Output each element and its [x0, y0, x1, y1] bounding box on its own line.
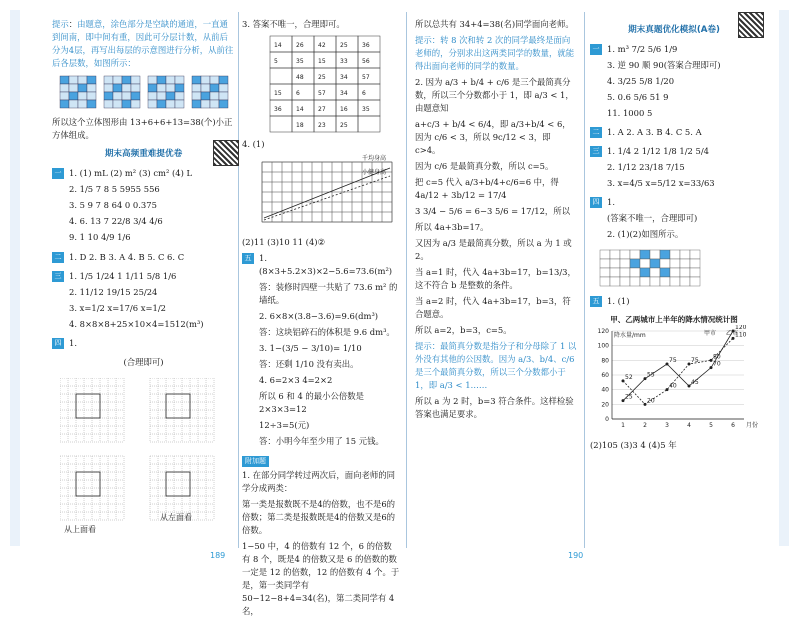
layer-cell — [78, 100, 87, 108]
legend-entry: 甲市 — [704, 330, 717, 338]
grid-number: 57 — [318, 90, 326, 98]
grid-number: 5 — [274, 58, 278, 66]
layer-cell — [87, 100, 96, 108]
layer-cell — [210, 84, 219, 92]
answer-line: 3. x=1/2 x=17/6 x=1/2 — [69, 302, 166, 313]
section-badge: 五 — [242, 253, 254, 264]
layer-cell — [175, 76, 184, 84]
section-badge: 三 — [52, 271, 64, 282]
layer-cell — [219, 92, 228, 100]
layer-cell — [113, 76, 122, 84]
answer-line: 9. 1 10 4/9 1/6 — [69, 232, 131, 243]
data-label: 45 — [691, 379, 699, 387]
section-badge: 二 — [590, 127, 602, 138]
layer-cell — [122, 100, 131, 108]
y-tick-label: 0 — [605, 416, 609, 424]
column-divider — [584, 12, 585, 548]
answer-line: 4. 8×8×8+25×10×4=1512(m³) — [69, 318, 204, 329]
layer-cell — [60, 92, 69, 100]
number-grid — [260, 34, 390, 134]
solution-line: 答：装修时四壁一共贴了 73.6 m² 的墙纸。 — [259, 282, 398, 306]
grid-number: 15 — [274, 90, 282, 98]
layer-cell — [104, 84, 113, 92]
grid-number: 35 — [362, 106, 370, 114]
answer-line: 3. 逆 90 顺 90(答案合理即可) — [607, 60, 721, 71]
data-label: 75 — [691, 357, 699, 365]
answer-line: 1. m³ 7/2 5/6 1/9 — [607, 44, 678, 55]
grid-number: 23 — [318, 122, 326, 130]
x-tick-label: 5 — [709, 422, 713, 430]
layer-cell — [166, 100, 175, 108]
x-tick-label: 1 — [621, 422, 625, 430]
answer-section — [52, 270, 235, 334]
grid-number: 25 — [318, 74, 326, 82]
q4-answer: (2)11 (3)10 11 (4)② — [242, 237, 326, 248]
solution-line: 提示：转 8 次和转 2 次的同学最终是面向老师的，分别求出这两类同学的数量，就能得出面向老师的同学的数量。 — [415, 35, 575, 72]
bonus-line: 1−50 中，4 的倍数有 12 个，6 的倍数有 8 个，既是4 的倍数又是 6 的倍数的数一定是 12 的倍数，12 的倍数有 4 个。于是，第一类同学有 50−12−8+4=34(名)，第二类同学有 4 名， — [242, 541, 400, 617]
grid-number: 16 — [340, 106, 348, 114]
answer-line: 2. 1/12 23/18 7/15 — [607, 162, 685, 173]
answer-line: 1. 1/4 2 1/12 1/8 1/2 5/4 — [607, 146, 710, 157]
layer-cell — [148, 92, 157, 100]
answer-line: (答案不唯一，合理即可) — [607, 213, 698, 224]
layer-cell — [175, 100, 184, 108]
answer-line: 1. D 2. B 3. A 4. B 5. C 6. C — [69, 251, 185, 262]
layer-cell — [113, 84, 122, 92]
section-badge: 四 — [590, 197, 602, 208]
answer-line: 2. 11/12 19/15 25/24 — [69, 286, 158, 297]
grid-number: 15 — [318, 58, 326, 66]
layer-cell — [104, 92, 113, 100]
solution-line: 所以 6 和 4 的最小公倍数是 2×3×3=12 — [259, 391, 365, 415]
answer-section — [52, 167, 235, 247]
answer-line: 4. 6. 13 7 22/8 3/4 4/6 — [69, 216, 163, 227]
page-number-right: 190 — [568, 551, 584, 560]
answer-line: 1. — [69, 337, 77, 348]
legend-entry: 乙市 — [726, 330, 739, 338]
section-badge: 三 — [590, 146, 602, 157]
q3-text: 3. 答案不唯一，合理即可。 — [242, 19, 345, 29]
layer-cell — [157, 76, 166, 84]
layer-cell — [131, 100, 140, 108]
grid-number: 25 — [340, 122, 348, 130]
layer-cell — [131, 92, 140, 100]
data-label: 80 — [713, 353, 721, 361]
answer-line: 4. 3/25 5/8 1/20 — [607, 76, 675, 87]
grid-number: 26 — [296, 42, 304, 50]
layer-cell — [157, 92, 166, 100]
grid-number: 35 — [296, 58, 304, 66]
views-drawing — [60, 378, 230, 528]
solution-line: 所以 4a+3b=17。 — [415, 222, 489, 233]
data-label: 70 — [713, 360, 721, 368]
answer-line: 11. 1000 5 — [607, 108, 653, 119]
solution-line: 答：还剩 1/10 没有卖出。 — [259, 359, 359, 370]
bonus-line: 第一类是报数既不是4的倍数，也不是6的倍数；第二类是报数既是4的倍数又是6的倍数。 — [242, 499, 396, 536]
layer-cell — [87, 92, 96, 100]
y-tick-label: 80 — [601, 357, 609, 365]
x-tick-label: 4 — [687, 422, 691, 430]
solution-line: 提示：最简真分数是指分子和分母除了 1 以外没有其他的公因数。因为 a/3、b/4、c/6 是三个最简真分数，所以三个分数都小于 1，即 a/3 < 1…… — [415, 341, 577, 391]
answer-section — [52, 251, 235, 267]
right-margin-strip — [779, 10, 789, 546]
data-label: 52 — [625, 374, 633, 382]
answer-line: 2. (1)(2)如图所示。 — [607, 229, 684, 240]
solution-line: 把 c=5 代入 a/3+b/4+c/6=6 中，得 4a/12 + 3b/12 = 17/4 — [415, 177, 559, 201]
x-tick-label: 2 — [643, 422, 647, 430]
layer-cell — [104, 76, 113, 84]
grid-number: 25 — [340, 42, 348, 50]
height-chart — [242, 154, 400, 232]
layer-cell — [60, 84, 69, 92]
solution-line: a+c/3 + b/4 < 6/4，即 a/3+b/4 < 6，因为 c/6 < 3，所以 9c/12 < 3，即 c>4。 — [415, 119, 571, 156]
layer-cell — [148, 84, 157, 92]
layer-cell — [131, 84, 140, 92]
grid-number: 27 — [318, 106, 326, 114]
answer-line: 2. 1/5 7 8 5 5955 556 — [69, 184, 160, 195]
layer-cell — [122, 84, 131, 92]
answer-line: 1. 1/5 1/24 1 1/11 5/8 1/6 — [69, 270, 177, 281]
rainfall-chart — [590, 325, 758, 435]
answer-line: 3. 5 9 7 8 64 0 0.375 — [69, 200, 157, 211]
solution-line: 2. 6×8×(3.8−3.6)=9.6(dm³) — [259, 311, 379, 322]
grid-number: 36 — [274, 106, 282, 114]
grid-number: 14 — [296, 106, 304, 114]
layer-cell — [148, 76, 157, 84]
solution-line: 答：小明今年至少用了 15 元钱。 — [259, 436, 384, 447]
data-label: 40 — [669, 382, 677, 390]
q4-text: 4. (1) — [242, 139, 265, 150]
layer-cell — [210, 92, 219, 100]
view-note: (合理即可) — [123, 356, 164, 367]
layer-cell — [78, 76, 87, 84]
layer-cell — [192, 84, 201, 92]
intro-result: 所以这个立体图形由 13+6+6+13=38(个)小正方体组成。 — [52, 117, 233, 141]
qr-code-icon — [738, 12, 764, 38]
hint-text: 由题意，涂色部分是空缺的通道，一直通到间南，即中间有重，因此可分层计数，从前后分为4层，再写出每层的示意图进行分析，从前往后各层数，如图所示： — [52, 19, 234, 69]
layer-cell — [78, 84, 87, 92]
banner-title-2: 期末真题优化模拟(A卷) — [590, 24, 758, 37]
grid-number: 6 — [362, 90, 366, 98]
layer-cell — [113, 100, 122, 108]
chart-caption: (2)105 (3)3 4 (4)5 年 — [590, 440, 677, 451]
layer-cell — [175, 92, 184, 100]
solution-line: 所以总共有 34+4=38(名)同学面向老师。 — [415, 19, 574, 29]
layer-cell — [148, 100, 157, 108]
grid-number: 42 — [318, 42, 326, 50]
answer-section — [52, 337, 235, 353]
data-label: 55 — [647, 371, 655, 379]
column-divider — [238, 12, 239, 548]
grid-number: 6 — [296, 90, 300, 98]
grid-number: 14 — [274, 42, 282, 50]
grid-number: 56 — [362, 58, 370, 66]
y-tick-label: 100 — [597, 342, 609, 350]
solution-line: 答：这块铝碎石的体积是 9.6 dm³。 — [259, 327, 395, 338]
data-label: 110 — [735, 331, 747, 339]
layer-cell — [210, 100, 219, 108]
layer-cell — [60, 76, 69, 84]
layer-cell — [122, 92, 131, 100]
layer-cell — [69, 92, 78, 100]
x-tick-label: 6 — [731, 422, 735, 430]
legend-avg: 千均身高 — [362, 155, 387, 163]
layer-cell — [60, 100, 69, 108]
x-axis-label: 月份 — [746, 422, 758, 430]
avg-line — [264, 168, 390, 218]
grid-number: 48 — [296, 74, 304, 82]
section-badge: 四 — [52, 338, 64, 349]
layer-cell — [166, 84, 175, 92]
data-label: 75 — [669, 357, 677, 365]
symmetry-grid — [590, 248, 755, 288]
column-4 — [590, 18, 758, 455]
solution-line: 2. 因为 a/3 + b/4 + c/6 是三个最简真分数，所以三个分数都小于 1，即 a/3 < 1，由题意知 — [415, 77, 574, 114]
solution-line: 所以 a=2，b=3，c=5。 — [415, 325, 512, 336]
layer-cell — [131, 76, 140, 84]
solution-line: 当 a=1 时，代入 4a+3b=17，b=13/3，这不符合 b 是整数的条件。 — [415, 267, 576, 291]
section-badge: 五 — [590, 296, 602, 307]
data-label: 120 — [735, 325, 747, 332]
solution-line: 3. 1−(3/5 − 3/10)= 1/10 — [259, 343, 362, 354]
chart-title: 甲、乙两城市上半年的降水情况统计图 — [610, 314, 738, 324]
data-label: 25 — [625, 393, 633, 401]
data-label: 20 — [647, 397, 655, 405]
grid-number: 18 — [296, 122, 304, 130]
y-axis-label: 降水量/mm — [614, 332, 646, 340]
section-5 — [242, 252, 400, 451]
layer-cell — [201, 100, 210, 108]
layer-cell — [104, 100, 113, 108]
column-1: 提示：由题意，涂色部分是空缺的通道，一直通到间南，即中间有重，因此可分层计数，从前后分为4层，再写出每层的示意图进行分析，从前往后各层数，如图所示： 所以这个立体图形由 13+6+6+13=38(个)小正方体组成。 期末高频重难提优卷 一 1. (1) mL (2) m² (3) cm² (4) L 2. 1/5 7 8 5 5955 556 3. 5 9 7 8 64 0 0.375 4. 6. 13 7 22/8 3/4 4/6 9. 1 10 4/9 1/6 二 1. D 2. B 3. A 4. B 5. C 6. C 三 1. 1/5 1/24 1 1/11 5/8 1/6 2. 11/12 19/15 25/24 3. x=1/2 x=17/6 x=1/2 4. 8×8×8+25×10×4=1512(m³) 四 1. (合理即可) — [52, 18, 235, 372]
solution-line: 1. (8×3+5.2×3)×2−5.6=73.6(m²) — [259, 253, 393, 277]
grid-number: 34 — [340, 74, 348, 82]
layer-cell — [192, 76, 201, 84]
y-tick-label: 120 — [597, 328, 609, 336]
layer-cell — [219, 84, 228, 92]
self-line — [264, 176, 390, 220]
series-line-1 — [623, 338, 733, 404]
grid-number: 34 — [340, 90, 348, 98]
layer-cell — [175, 84, 184, 92]
solution-line: 当 a=2 时，代入 4a+3b=17，b=3，符合题意。 — [415, 296, 571, 320]
view-label-front: 从左面看 — [160, 513, 192, 522]
layer-cell — [113, 92, 122, 100]
legend-self: 小健身高 — [362, 169, 387, 177]
grid-number: 33 — [340, 58, 348, 66]
grid-number: 36 — [362, 42, 370, 50]
y-tick-label: 60 — [601, 372, 609, 380]
solution-line: 又因为 a/3 是最简真分数，所以 a 为 1 或 2。 — [415, 238, 572, 262]
layer-cell — [166, 76, 175, 84]
layer-cell — [157, 100, 166, 108]
answer-line: 5. 0.6 5/6 51 9 — [607, 92, 669, 103]
banner-title: 期末高频重难提优卷 — [52, 148, 235, 161]
y-tick-label: 20 — [601, 401, 609, 409]
layer-cell — [69, 84, 78, 92]
column-3 — [415, 18, 577, 424]
answer-line: 1. (1) — [607, 295, 630, 306]
grid-number: 57 — [362, 74, 370, 82]
left-margin-strip — [10, 10, 20, 546]
layer-cell — [192, 100, 201, 108]
layer-cell — [69, 76, 78, 84]
section-badge: 一 — [590, 44, 602, 55]
solution-line: 因为 c/6 是最简真分数，所以 c=5。 — [415, 161, 554, 172]
layer-cell — [78, 92, 87, 100]
layer-cell — [201, 76, 210, 84]
layer-cell — [122, 76, 131, 84]
hint-label: 提示 — [52, 19, 69, 29]
layer-cell — [157, 84, 166, 92]
solution-line: 4. 6=2×3 4=2×2 — [259, 375, 333, 386]
layer-cell — [219, 76, 228, 84]
layer-cell — [210, 76, 219, 84]
layer-cell — [219, 100, 228, 108]
layer-cell — [192, 92, 201, 100]
layer-cell — [201, 84, 210, 92]
layer-cell — [201, 92, 210, 100]
page-number-left: 189 — [210, 551, 226, 560]
page-divider — [406, 12, 407, 548]
answer-line: 3. x=4/5 x=5/12 x=33/63 — [607, 178, 715, 189]
section-badge: 一 — [52, 168, 64, 179]
bonus-tag: 附加题 — [242, 456, 269, 467]
section-badge: 二 — [52, 252, 64, 263]
solution-line: 3 3/4 − 5/6 = 6−3 5/6 = 17/12，所以 — [415, 206, 571, 217]
answer-line: 1. (1) mL (2) m² (3) cm² (4) L — [69, 168, 193, 179]
layer-diagrams — [52, 72, 232, 112]
y-tick-label: 40 — [601, 386, 609, 394]
view-label-top: 从上面看 — [64, 525, 96, 534]
x-tick-label: 3 — [665, 422, 669, 430]
layer-cell — [87, 76, 96, 84]
qr-code-icon — [213, 140, 239, 166]
column-2 — [242, 18, 400, 621]
solution-line: 所以 a 为 2 时，b=3 符合条件。这样检验答案也满足要求。 — [415, 396, 574, 420]
layer-cell — [87, 84, 96, 92]
layer-cell — [166, 92, 175, 100]
answer-line: 1. — [607, 197, 615, 208]
bonus-line: 1. 在部分同学转过两次后，面向老师的同学分成两类： — [242, 470, 396, 494]
layer-cell — [69, 100, 78, 108]
solution-line: 12÷3=5(元) — [259, 420, 310, 431]
answer-line: 1. A 2. A 3. B 4. C 5. A — [607, 127, 702, 138]
